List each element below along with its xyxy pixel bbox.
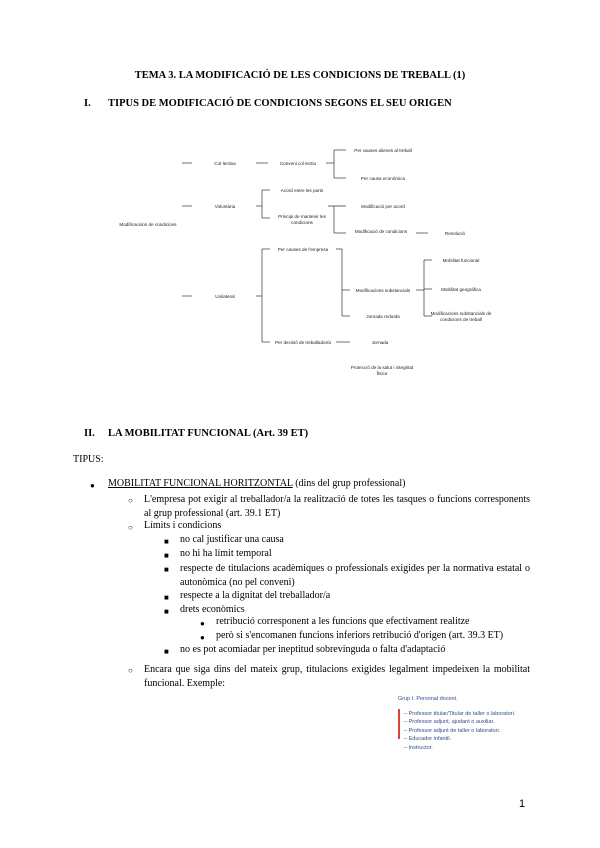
diagram-node: Col·lectiva — [214, 161, 236, 166]
example-image — [398, 696, 538, 764]
limit-item: respecte a la dignitat del treballador/a — [180, 590, 331, 601]
circle-bullet-icon: ○ — [128, 666, 133, 675]
square-bullet-icon: ■ — [164, 647, 169, 656]
diagram-node: Modificació per acord — [361, 204, 405, 209]
limit-item: respecte de titulacions acadèmiques o professionals exigides per la normativa estatal o autonòmica (no pel conveni) — [180, 563, 530, 588]
page-number: 1 — [519, 798, 526, 810]
example-list — [404, 710, 515, 752]
diagram-node: Resolució — [444, 231, 466, 236]
diagram-node: Modificació de condicions — [354, 229, 408, 234]
limit-item: no cal justificar una causa — [180, 534, 284, 545]
diagram-node: Modificacions substancials — [355, 288, 411, 293]
diagram-node: Mobilitat geogràfica — [441, 287, 481, 292]
section-1-number: I. — [84, 98, 91, 109]
circle-bullet-icon: ○ — [128, 523, 133, 532]
bullet-icon: ● — [200, 619, 205, 628]
item-underlined: MOBILITAT FUNCIONAL HORITZONTAL — [108, 478, 293, 489]
section-2-number: II. — [84, 428, 95, 439]
drets-item: però si s'encomanen funcions inferiors retribució d'origen (art. 39.3 ET) — [216, 630, 504, 641]
diagram-node: Voluntària — [214, 204, 236, 209]
limit-item: drets econòmics — [180, 604, 245, 615]
square-bullet-icon: ■ — [164, 607, 169, 616]
example-item: – Professor adjunt, ajudant o auxiliar. — [404, 719, 495, 726]
example-item: – Professor titular/Titular de taller o laboratori. — [404, 711, 516, 717]
sub-item: Límits i condicions — [144, 520, 222, 531]
square-bullet-icon: ■ — [164, 551, 169, 560]
limit-item: no hi ha límit temporal — [180, 548, 272, 559]
diagram-node: Mobilitat funcional — [442, 258, 480, 263]
diagram-node: Protecció de la salut i integritat física — [350, 365, 414, 376]
circle-bullet-icon: ○ — [128, 496, 133, 505]
limit-item: no es pot acomiadar per ineptitud sobrevinguda o falta d'adaptació — [180, 644, 446, 655]
example-item: – Educador infantil. — [404, 736, 452, 743]
bullet-icon: ● — [90, 481, 95, 490]
square-bullet-icon: ■ — [164, 537, 169, 546]
diagram-node: Unilateral — [215, 294, 235, 299]
diagram-node: Conveni col·lectiu — [279, 161, 317, 166]
square-bullet-icon: ■ — [164, 565, 169, 574]
diagram-node: Acord entre les parts — [280, 188, 324, 193]
square-bullet-icon: ■ — [164, 593, 169, 602]
diagram-node: Jornada reduïda — [366, 314, 400, 319]
diagram-node: Per causes de l'empresa — [277, 247, 329, 252]
list-item — [108, 478, 405, 489]
drets-item: retribució corresponent a les funcions que efectivament realitze — [216, 616, 470, 627]
diagram-node: Per decisió de treballador/a — [275, 340, 331, 345]
page-title: TEMA 3. LA MODIFICACIÓ DE LES CONDICIONS DE TREBALL (1) — [134, 70, 466, 81]
sub-item: L'empresa pot exigir al treballador/a la realització de totes les tasques o funcions corresponents al grup professional (art. 39.1 ET) — [144, 494, 530, 519]
diagram-node: Per causa econòmica — [360, 176, 406, 181]
section-2-heading: LA MOBILITAT FUNCIONAL (Art. 39 ET) — [108, 428, 309, 439]
diagram-node: Principi de mantenir les condicions — [278, 214, 326, 225]
diagram-node: Per causes alienes al treball — [354, 148, 412, 153]
example-item: – Instructor. — [404, 744, 433, 751]
bullet-icon: ● — [200, 633, 205, 642]
diagram-root: Modificacions de condicions — [119, 222, 177, 227]
sub-item: Encara que siga dins del mateix grup, titulacions exigides legalment impedeixen la mobilitat funcional. Exemple: — [144, 664, 530, 689]
example-item: – Professor adjunt de taller o laboratori. — [404, 727, 501, 734]
diagram-node: Jornada — [371, 340, 389, 345]
tipus-label: TIPUS: — [73, 454, 104, 465]
diagram-node: Modificacions substancials de condicions de treball — [430, 311, 492, 322]
example-marker — [398, 709, 400, 739]
section-1-heading: TIPUS DE MODIFICACIÓ DE CONDICIONS SEGONS EL SEU ORIGEN — [108, 98, 452, 109]
item-rest: (dins del grup professional) — [292, 478, 406, 489]
example-title: Grup I. Personal docent. — [398, 696, 458, 702]
